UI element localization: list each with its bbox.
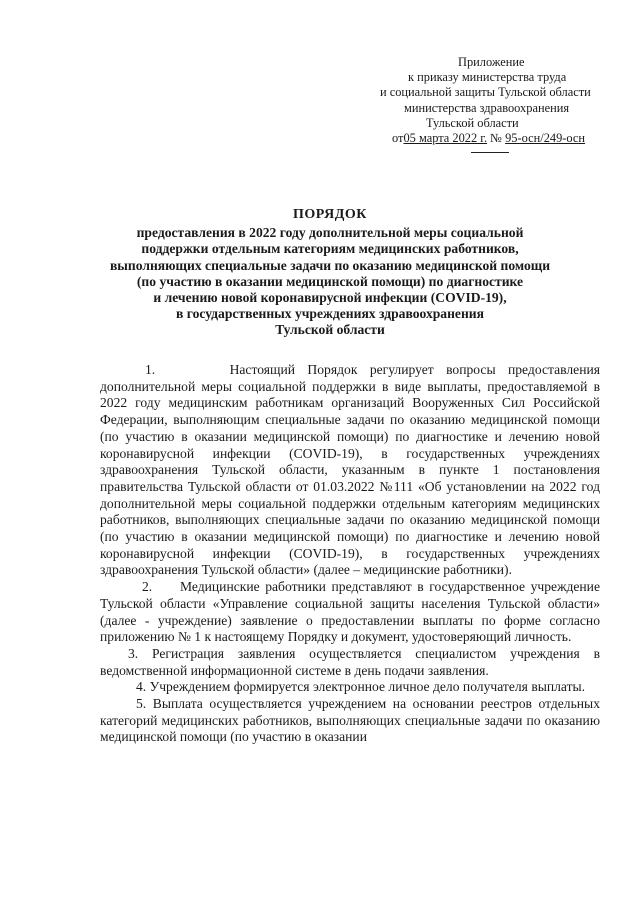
title-line: поддержки отдельным категориям медицинских работников, xyxy=(141,241,519,257)
title-line: в государственных учреждениях здравоохранения xyxy=(176,306,484,322)
annex-number: 95-осн/249-осн xyxy=(505,131,586,146)
annex-title: Приложение xyxy=(458,55,525,69)
paragraph-2: 2. Медицинские работники представляют в государственное учреждение Тульской области «Управление социальной защиты населения Тульской области» (далее - учреждение) заявление о предоставлении выплаты по форме согласно приложению № 1 к настоящему Порядку и документ, удостоверяющий личность. xyxy=(100,579,600,645)
annex-separator xyxy=(471,152,509,153)
annex-health-ministry-line: министерства здравоохранения xyxy=(404,100,570,115)
annex-order-line: к приказу министерства труда xyxy=(408,70,567,85)
title-line: Тульской области xyxy=(275,322,385,338)
document-body xyxy=(100,362,600,746)
paragraph-1: 1. Настоящий Порядок регулирует вопросы предоставления дополнительной меры социальной поддержки в виде выплаты, предоставляемой в 2022 году медицинским работникам организаций Вооруженных Сил Российской Федерации, выполняющим специальные задачи по оказанию медицинской помощи (по участию в оказании медицинской помощи) по диагностике и лечению новой коронавирусной инфекции (COVID-19), в государственных учреждениях здравоохранения Тульской области, указанным в пункте 1 постановления правительства Тульской области от 01.03.2022 №111 «Об установлении на 2022 год дополнительной меры социальной поддержки отдельным категориям медицинских работников, выполняющих специальные задачи по оказанию медицинской помощи (по участию в оказании медицинской помощи) по диагностике и лечению новой коронавирусной инфекции (COVID-19), в государственных учреждениях здравоохранения Тульской области» (далее – медицинские работники). xyxy=(100,362,600,578)
paragraph-4: 4. Учреждением формируется электронное личное дело получателя выплаты. xyxy=(136,679,586,695)
annex-region-line: Тульской области xyxy=(426,115,519,130)
annex-date-prefix: от xyxy=(392,131,404,146)
title-heading: ПОРЯДОК xyxy=(293,207,367,222)
annex-number-prefix: № xyxy=(487,131,506,146)
paragraph-5: 5. Выплата осуществляется учреждением на основании реестров отдельных категорий медицинских работников, выполняющих специальные задачи по оказанию медицинской помощи (по участию в оказании xyxy=(100,696,600,745)
annex-date: 05 марта 2022 г. xyxy=(403,131,488,146)
document-title xyxy=(60,207,600,339)
annex-header xyxy=(378,55,610,146)
title-line: выполняющих специальные задачи по оказанию медицинской помощи xyxy=(109,257,551,273)
title-line: предоставления в 2022 году дополнительной меры социальной xyxy=(136,225,524,241)
paragraph-3: 3. Регистрация заявления осуществляется специалистом учреждения в ведомственной информационной системе в день подачи заявления. xyxy=(100,645,600,678)
title-line: и лечению новой коронавирусной инфекции (COVID-19), xyxy=(153,290,507,306)
title-line: (по участию в оказании медицинской помощи) по диагностике xyxy=(136,273,524,289)
annex-date-line xyxy=(378,131,610,146)
annex-ministry-line: и социальной защиты Тульской области xyxy=(380,85,591,100)
